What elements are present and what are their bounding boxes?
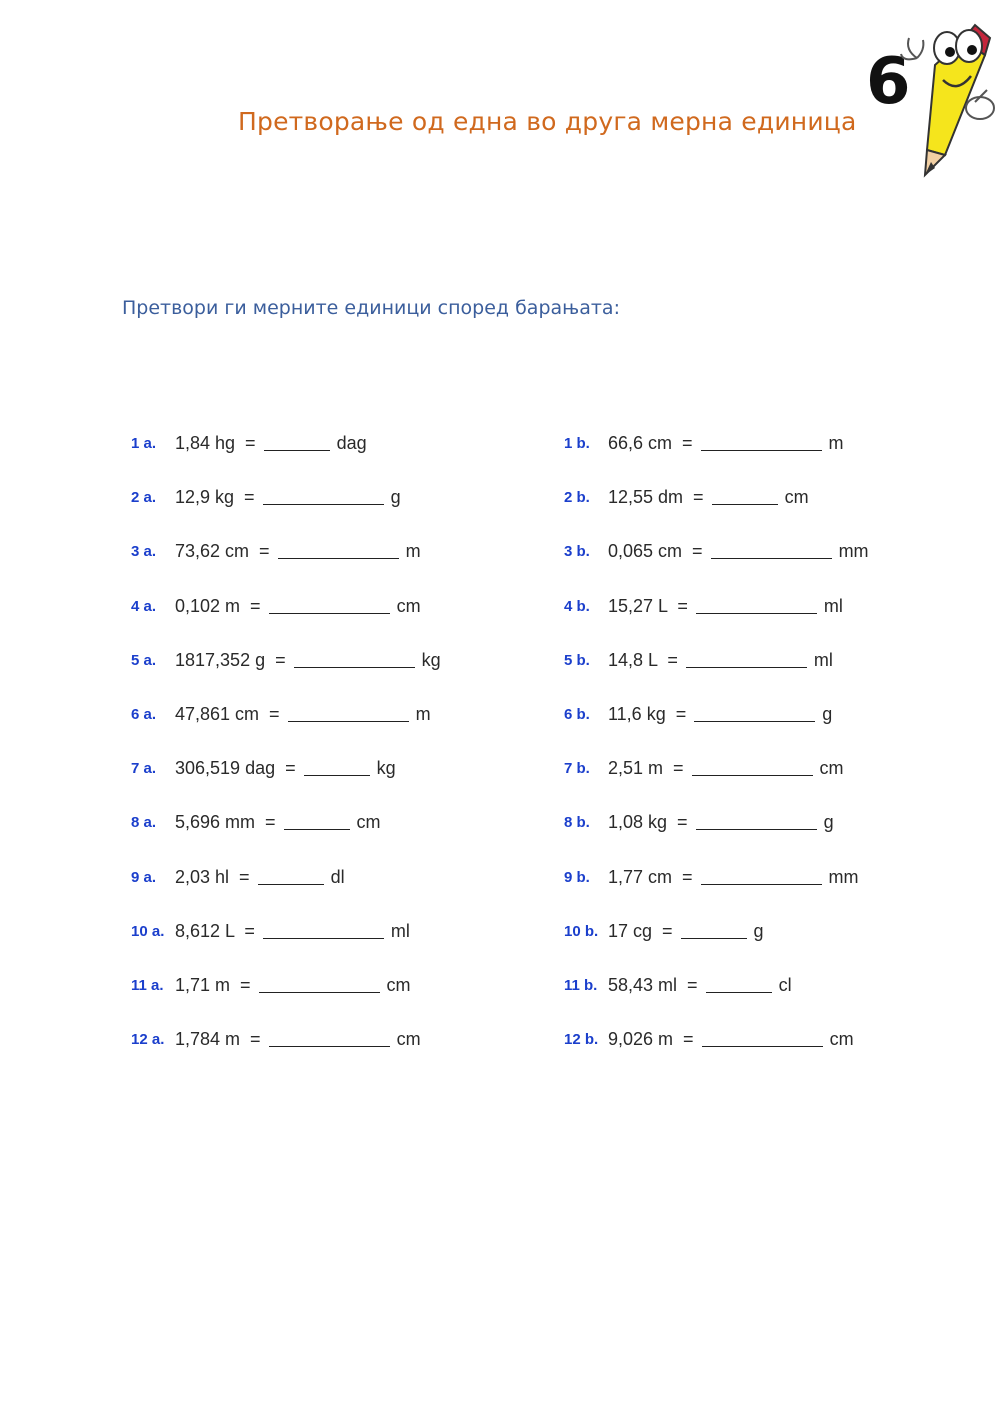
- target-unit: cm: [386, 975, 411, 995]
- target-unit: mm: [828, 866, 859, 887]
- exercise-expression: 306,519 dag =: [175, 758, 296, 779]
- target-unit: m: [405, 541, 421, 562]
- exercise-expression: 58,43 ml =: [608, 975, 698, 995]
- exercise-number: 5 b.: [564, 651, 590, 669]
- exercise-expression: 2,03 hl =: [175, 866, 250, 887]
- target-unit: ml: [390, 920, 410, 941]
- exercise-left-4: [131, 591, 421, 617]
- exercise-expression: 8,612 L =: [175, 920, 255, 941]
- exercise-right-6: [564, 699, 832, 725]
- exercise-expression: 12,55 dm =: [608, 487, 704, 508]
- answer-blank[interactable]: [278, 540, 399, 559]
- answer-blank[interactable]: [702, 1028, 823, 1047]
- exercise-expression: 9,026 m =: [608, 1029, 694, 1050]
- exercise-expression: 17 cg =: [608, 920, 673, 941]
- exercise-number: 3 a.: [131, 543, 157, 561]
- answer-blank[interactable]: [258, 866, 324, 885]
- target-unit: dl: [330, 866, 345, 887]
- exercise-expression: 5,696 mm =: [175, 812, 276, 833]
- exercise-expression: 12,9 kg =: [175, 487, 255, 508]
- exercise-number: 8 a.: [131, 814, 157, 832]
- target-unit: cm: [356, 812, 381, 833]
- target-unit: g: [823, 812, 834, 833]
- target-unit: cm: [784, 487, 809, 508]
- exercise-left-1: [131, 428, 367, 454]
- exercise-left-5: [131, 645, 441, 671]
- answer-blank[interactable]: [696, 595, 817, 614]
- target-unit: cm: [819, 758, 844, 779]
- answer-blank[interactable]: [706, 974, 772, 993]
- answer-blank[interactable]: [288, 703, 409, 722]
- answer-blank[interactable]: [694, 703, 815, 722]
- target-unit: g: [822, 704, 833, 724]
- exercise-number: 12 b.: [564, 1031, 599, 1049]
- target-unit: kg: [421, 649, 441, 670]
- answer-blank[interactable]: [269, 595, 390, 614]
- exercise-expression: 73,62 cm =: [175, 541, 270, 562]
- exercise-number: 1 a.: [131, 435, 157, 452]
- exercise-number: 12 a.: [131, 1031, 165, 1049]
- exercise-number: 11 a.: [131, 977, 164, 994]
- exercise-right-12: [564, 1024, 854, 1050]
- target-unit: m: [415, 704, 431, 724]
- exercise-number: 10 a.: [131, 922, 165, 940]
- exercise-expression: 66,6 cm =: [608, 433, 693, 453]
- exercise-right-1: [564, 428, 844, 454]
- exercise-expression: 1,08 kg =: [608, 812, 688, 833]
- exercise-right-7: [564, 753, 844, 779]
- exercise-number: 8 b.: [564, 814, 590, 832]
- answer-blank[interactable]: [304, 757, 370, 776]
- exercise-number: 7 a.: [131, 760, 157, 778]
- exercise-left-10: [131, 916, 410, 942]
- exercise-number: 11 b.: [564, 977, 598, 994]
- answer-blank[interactable]: [692, 757, 813, 776]
- exercise-expression: 11,6 kg =: [608, 704, 687, 724]
- answer-blank[interactable]: [269, 1028, 390, 1047]
- exercise-number: 9 a.: [131, 868, 157, 886]
- answer-blank[interactable]: [284, 811, 350, 830]
- exercise-number: 3 b.: [564, 543, 590, 561]
- smiling-pencil-mascot-icon: [895, 10, 1000, 180]
- exercise-left-2: [131, 482, 401, 508]
- exercise-expression: 1,71 m =: [175, 975, 251, 995]
- exercise-left-9: [131, 862, 345, 888]
- exercise-right-2: [564, 482, 809, 508]
- answer-blank[interactable]: [263, 486, 384, 505]
- exercise-expression: 1817,352 g =: [175, 649, 286, 670]
- exercise-right-10: [564, 916, 764, 942]
- exercise-right-8: [564, 807, 834, 833]
- exercise-left-6: [131, 699, 431, 725]
- target-unit: g: [753, 920, 764, 941]
- exercise-left-11: [131, 970, 411, 996]
- answer-blank[interactable]: [712, 486, 778, 505]
- exercise-number: 6 a.: [131, 706, 157, 723]
- target-unit: cm: [829, 1029, 854, 1050]
- target-unit: cl: [778, 975, 792, 995]
- target-unit: dag: [336, 433, 367, 453]
- exercise-number: 6 b.: [564, 706, 590, 723]
- exercise-right-5: [564, 645, 833, 671]
- answer-blank[interactable]: [264, 432, 330, 451]
- exercise-expression: 47,861 cm =: [175, 704, 280, 724]
- target-unit: ml: [823, 595, 843, 616]
- exercise-left-7: [131, 753, 396, 779]
- exercise-number: 4 b.: [564, 597, 590, 615]
- exercise-number: 2 b.: [564, 489, 590, 507]
- instruction-text: Претвори ги мерните единици според барањата:: [122, 297, 620, 319]
- answer-blank[interactable]: [696, 811, 817, 830]
- exercise-expression: 1,784 m =: [175, 1029, 261, 1050]
- exercise-expression: 1,84 hg =: [175, 433, 256, 453]
- exercise-number: 10 b.: [564, 922, 599, 940]
- exercise-number: 9 b.: [564, 868, 590, 886]
- answer-blank[interactable]: [259, 974, 380, 993]
- target-unit: ml: [813, 649, 833, 670]
- exercise-number: 5 a.: [131, 651, 157, 669]
- exercise-right-11: [564, 970, 792, 996]
- exercise-expression: 15,27 L =: [608, 595, 688, 616]
- exercise-right-3: [564, 536, 869, 562]
- exercise-number: 2 a.: [131, 489, 157, 507]
- answer-blank[interactable]: [701, 866, 822, 885]
- target-unit: kg: [376, 758, 396, 779]
- answer-blank[interactable]: [681, 920, 747, 939]
- answer-blank[interactable]: [701, 432, 822, 451]
- exercise-right-9: [564, 862, 859, 888]
- target-unit: cm: [396, 595, 421, 616]
- exercise-number: 7 b.: [564, 760, 590, 778]
- target-unit: m: [828, 433, 844, 453]
- exercise-expression: 14,8 L =: [608, 649, 678, 670]
- answer-blank[interactable]: [294, 649, 415, 668]
- exercise-left-3: [131, 536, 421, 562]
- page-title: Претворање од една во друга мерна единица: [238, 107, 857, 136]
- answer-blank[interactable]: [686, 649, 807, 668]
- answer-blank[interactable]: [711, 540, 832, 559]
- answer-blank[interactable]: [263, 920, 384, 939]
- target-unit: g: [390, 487, 401, 508]
- grade-number: 6: [866, 45, 911, 119]
- exercise-expression: 1,77 cm =: [608, 866, 693, 887]
- target-unit: mm: [838, 541, 869, 562]
- exercise-right-4: [564, 591, 843, 617]
- exercise-number: 4 a.: [131, 597, 157, 615]
- exercise-left-8: [131, 807, 381, 833]
- exercise-left-12: [131, 1024, 421, 1050]
- target-unit: cm: [396, 1029, 421, 1050]
- exercise-number: 1 b.: [564, 435, 590, 452]
- exercise-expression: 2,51 m =: [608, 758, 684, 779]
- exercise-expression: 0,065 cm =: [608, 541, 703, 562]
- exercise-expression: 0,102 m =: [175, 595, 261, 616]
